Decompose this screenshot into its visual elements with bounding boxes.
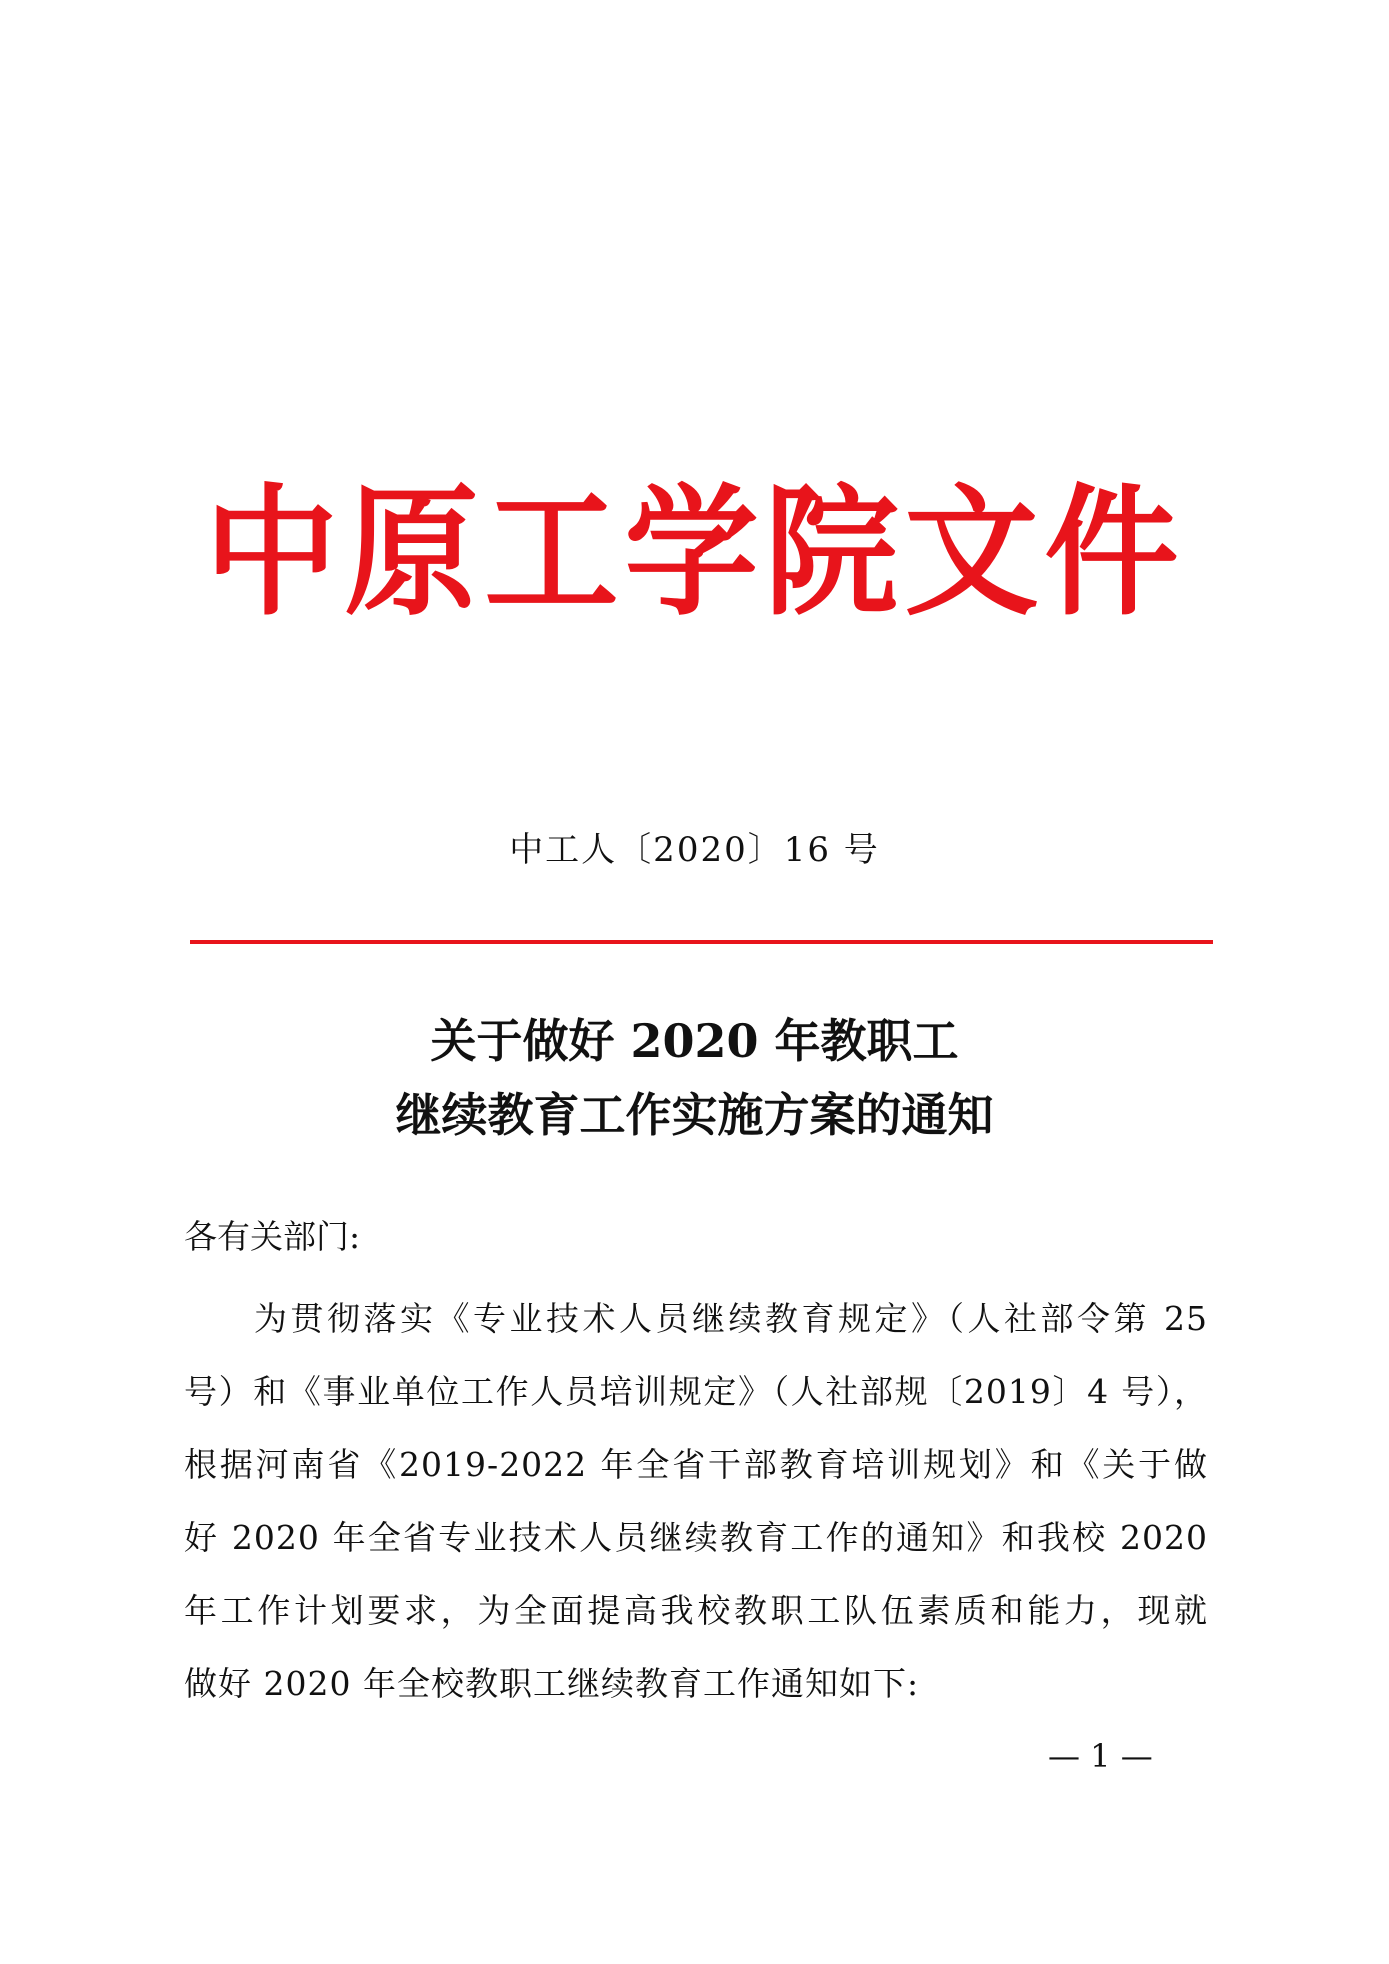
body-paragraph — [184, 1282, 1208, 1720]
body-line: 根据河南省《2019-2022 年全省干部教育培训规划》和《关于做 — [184, 1445, 1208, 1484]
body-line: 为贯彻落实《专业技术人员继续教育规定》（人社部令第 25 — [254, 1299, 1208, 1338]
document-title — [0, 1005, 1389, 1152]
title-line-2: 继续教育工作实施方案的通知 — [395, 1087, 994, 1142]
body-line: 号）和《事业单位工作人员培训规定》（人社部规〔2019〕4 号）， — [184, 1372, 1208, 1411]
title-line-1: 关于做好 2020 年教职工 — [430, 1014, 959, 1068]
document-number: 中工人〔2020〕16 号 — [509, 830, 880, 870]
document-masthead: 中原工学院文件 — [204, 469, 1185, 635]
salutation: 各有关部门: — [184, 1217, 361, 1256]
red-divider — [190, 940, 1213, 944]
body-line: 年工作计划要求，为全面提高我校教职工队伍素质和能力，现就 — [184, 1591, 1208, 1630]
body-line: 做好 2020 年全校教职工继续教育工作通知如下: — [184, 1664, 920, 1703]
page-number: — 1 — — [1048, 1737, 1153, 1775]
body-line: 好 2020 年全省专业技术人员继续教育工作的通知》和我校 2020 — [184, 1518, 1208, 1557]
